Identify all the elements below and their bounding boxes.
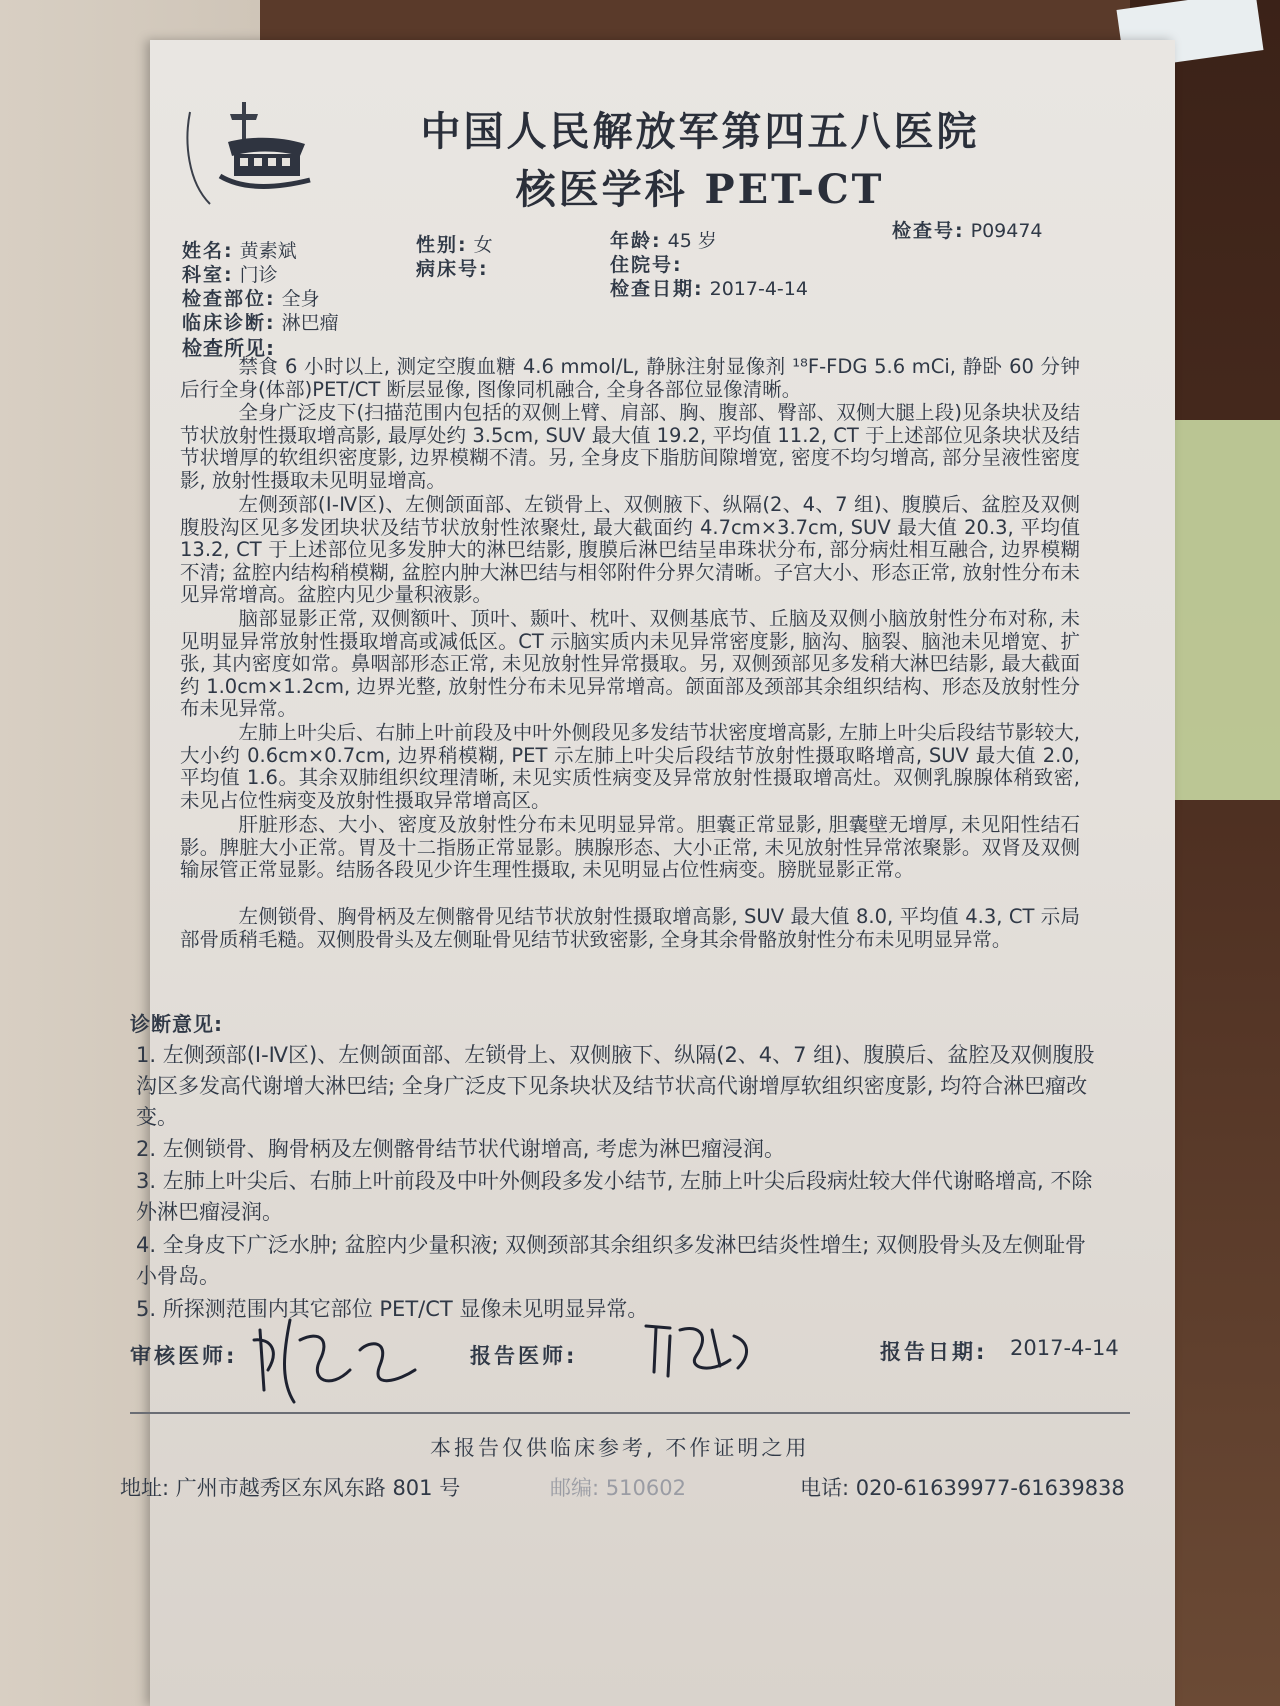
disclaimer: 本报告仅供临床参考, 不作证明之用 — [430, 1436, 810, 1460]
patient-name: 黄素斌 — [239, 240, 297, 262]
report-date-label: 报告日期: — [880, 1340, 988, 1364]
reporter-signature — [640, 1316, 760, 1386]
diagnosis-item: 2. 左侧锁骨、胸骨柄及左侧髂骨结节状代谢增高, 考虑为淋巴瘤浸润。 — [136, 1137, 786, 1161]
reporter-label: 报告医师: — [470, 1344, 578, 1368]
findings-paragraph: 左侧颈部(Ⅰ-Ⅳ区)、左侧颌面部、左锁骨上、双侧腋下、纵隔(2、4、7 组)、腹膜后、盆腔及双侧腹股沟区见多发团块状及结节状放射性浓聚灶, 最大截面约 4.7cm×3.7cm, SUV 最大值 20.3, 平均值 13.2, CT 于上述部位见多发肿大的淋巴结影, 腹膜后淋巴结呈串珠状分布, 部分病灶相互融合, 边界模糊不清; 盆腔内结构稍模糊, 盆腔内肿大淋巴结与相邻附件分界欠清晰。子宫大小、形态正常, 放射性分布未见异常增高。盆腔内见少量积液影。 — [180, 493, 1080, 606]
diagnosis-item: 3. 左肺上叶尖后、右肺上叶前段及中叶外侧段多发小结节, 左肺上叶尖后段病灶较大伴代谢略增高, 不除外淋巴瘤浸润。 — [136, 1169, 1093, 1224]
diagnosis-item: 4. 全身皮下广泛水肿; 盆腔内少量积液; 双侧颈部其余组织多发淋巴结炎性增生; 双侧股骨头及左侧耻骨小骨岛。 — [136, 1233, 1086, 1288]
department-title: 核医学科 PET-CT — [515, 166, 885, 213]
report-page — [120, 40, 1175, 1706]
exam-number: P09474 — [970, 220, 1043, 242]
findings-paragraph: 肝脏形态、大小、密度及放射性分布未见明显异常。胆囊正常显影, 胆囊壁无增厚, 未见阳性结石影。脾脏大小正常。胃及十二指肠正常显影。胰腺形态、大小正常, 未见放射性异常浓聚影。双肾及双侧输尿管正常显影。结肠各段见少许生理性摄取, 未见明显占位性病变。膀胱显影正常。 — [180, 813, 1080, 881]
findings-paragraph: 禁食 6 小时以上, 测定空腹血糖 4.6 mmol/L, 静脉注射显像剂 ¹⁸F-FDG 5.6 mCi, 静卧 60 分钟后行全身(体部)PET/CT 断层显像, 图像同机融合, 全身各部位显像清晰。 — [180, 355, 1080, 401]
address: 地址: 广州市越秀区东风东路 801 号 — [120, 1476, 461, 1500]
patient-dept: 门诊 — [239, 264, 278, 286]
exam-site: 全身 — [281, 288, 320, 310]
field-inpatient: 住院号: — [610, 254, 683, 276]
field-bed: 病床号: — [416, 258, 489, 280]
diagnosis-label: 诊断意见: — [130, 1012, 223, 1036]
field-gender: 性别: 女 — [416, 234, 493, 256]
postcode: 邮编: 510602 — [550, 1476, 686, 1500]
hospital-title: 中国人民解放军第四五八医院 — [420, 108, 980, 155]
field-name: 姓名: 黄素斌 — [182, 240, 297, 262]
field-exam-no: 检查号: P09474 — [892, 220, 1043, 242]
exam-date: 2017-4-14 — [709, 278, 808, 300]
phone: 电话: 020-61639977-61639838 — [800, 1476, 1125, 1500]
findings-paragraph: 左侧锁骨、胸骨柄及左侧髂骨见结节状放射性摄取增高影, SUV 最大值 8.0, 平均值 4.3, CT 示局部骨质稍毛糙。双侧股骨头及左侧耻骨见结节状致密影, 全身其余骨骼放射性分布未见明显异常。 — [180, 905, 1080, 951]
background-green-sheet — [1160, 420, 1280, 800]
field-exam-date: 检查日期: 2017-4-14 — [610, 278, 808, 300]
footer-divider — [130, 1412, 1130, 1414]
field-clinical-dx: 临床诊断: 淋巴瘤 — [182, 312, 339, 334]
clinical-diagnosis: 淋巴瘤 — [281, 312, 339, 334]
findings-paragraph: 全身广泛皮下(扫描范围内包括的双侧上臂、肩部、胸、腹部、臀部、双侧大腿上段)见条块状及结节状放射性摄取增高影, 最厚处约 3.5cm, SUV 最大值 19.2, 平均值 11.2, CT 于上述部位见条块状及结节状增厚的软组织密度影, 边界模糊不清。另, 全身皮下脂肪间隙增宽, 密度不均匀增高, 部分呈液性密度影, 放射性摄取未见明显增高。 — [180, 401, 1080, 492]
diagnosis-item: 1. 左侧颈部(Ⅰ-Ⅳ区)、左侧颌面部、左锁骨上、双侧腋下、纵隔(2、4、7 组)、腹膜后、盆腔及双侧腹股沟区多发高代谢增大淋巴结; 全身广泛皮下见条块状及结节状高代谢增厚软组织密度影, 均符合淋巴瘤改变。 — [136, 1043, 1095, 1129]
field-dept: 科室: 门诊 — [182, 264, 278, 286]
findings-paragraph: 左肺上叶尖后、右肺上叶前段及中叶外侧段见多发结节状密度增高影, 左肺上叶尖后段结节影较大, 大小约 0.6cm×0.7cm, 边界稍模糊, PET 示左肺上叶尖后段结节放射性摄取略增高, SUV 最大值 2.0, 平均值 1.6。其余双肺组织纹理清晰, 未见实质性病变及异常放射性摄取增高灶。双侧乳腺腺体稍致密, 未见占位性病变及放射性摄取异常增高区。 — [180, 721, 1080, 812]
findings-label: 检查所见: — [182, 336, 275, 360]
report-date: 2017-4-14 — [1010, 1336, 1119, 1360]
patient-age: 45 岁 — [667, 230, 717, 252]
reviewer-signature — [250, 1310, 420, 1410]
field-exam-site: 检查部位: 全身 — [182, 288, 320, 310]
reviewer-label: 审核医师: — [130, 1344, 238, 1368]
patient-gender: 女 — [473, 234, 493, 256]
findings-paragraph: 脑部显影正常, 双侧额叶、顶叶、颞叶、枕叶、双侧基底节、丘脑及双侧小脑放射性分布对称, 未见明显异常放射性摄取增高或减低区。CT 示脑实质内未见异常密度影, 脑沟、脑裂、脑池未见增宽、扩张, 其内密度如常。鼻咽部形态正常, 未见放射性异常摄取。另, 双侧颈部见多发稍大淋巴结影, 最大截面约 1.0cm×1.2cm, 边界光整, 放射性分布未见异常增高。颌面部及颈部其余组织结构、形态及放射性分布未见异常。 — [180, 607, 1080, 720]
hospital-logo — [170, 92, 320, 212]
diagnosis-item: 5. 所探测范围内其它部位 PET/CT 显像未见明显异常。 — [136, 1297, 649, 1321]
field-age: 年龄: 45 岁 — [610, 230, 717, 252]
